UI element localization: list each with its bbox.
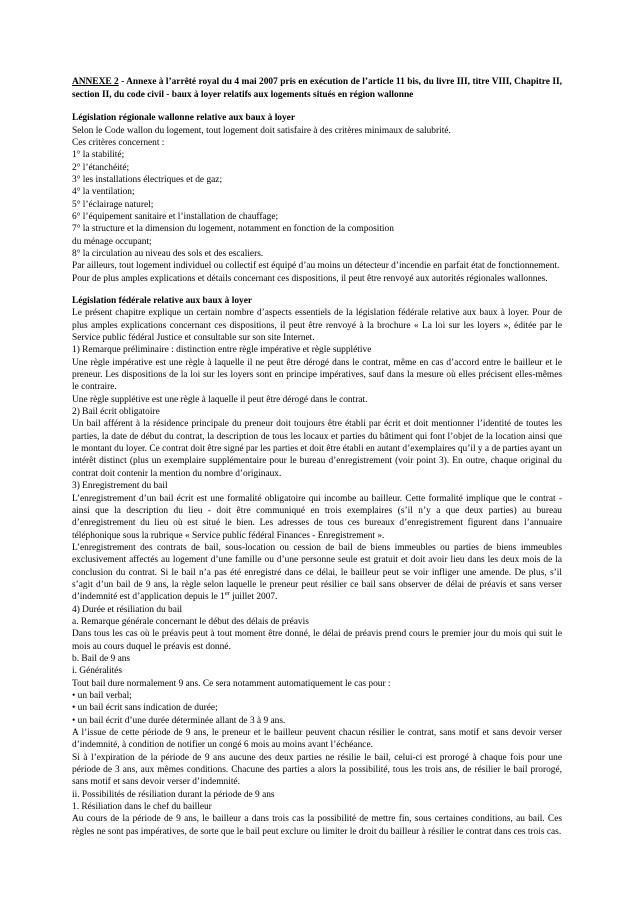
text-line: Selon le Code wallon du logement, tout logement doit satisfaire à des critères minimaux de salubrité. [72,125,451,136]
text-line: 3° les installations électriques et de gaz; [72,174,223,185]
text-line: 6° l’équipement sanitaire et l’installation de chauffage; [72,211,279,222]
paragraph-text: L’enregistrement des contrats de bail, sous-location ou cession de bail de biens immeubles ou parties de biens immeubles exclusivement affectés au logement d’une famille ou d’une personne seule est gratuit et doit avoir lieu dans les deux mois de la conclusion du contrat. Si le bail n’a pas été enregistré dans ce délai, le bailleur peut se voir infliger une amende. De plus, s’il s’agit d’un bail de 9 ans, la règle selon laquelle le preneur peut résilier ce bail sans observer de délai de préavis et sans verser d’indemnité est d’application depuis le 1 [72,542,562,603]
text-line: 1) Remarque préliminaire : distinction entre règle impérative et règle supplétive [72,345,372,356]
text-line: 1° la stabilité; [72,150,125,161]
text-line: 4) Durée et résiliation du bail [72,604,183,615]
text-line: 3) Enregistrement du bail [72,481,168,492]
text-line: 4° la ventilation; [72,187,135,198]
text-line: du ménage occupant; [72,236,152,247]
text-line: Ces critères concernent : [72,137,165,148]
document-title [72,76,562,101]
document-sections [72,112,562,838]
paragraph: Si à l’expiration de la période de 9 ans aucune des deux parties ne résilie le bail, celui-ci est prorogé à chaque fois pour une période de 3 ans, aux mêmes conditions. Chacune des parties a alors la possibilité, tous les trois ans, de résilier le bail prorogé, sans motif et sans devoir verser d’indemnité. [72,752,562,788]
bullet-item: • un bail écrit d’une durée déterminée allant de 3 à 9 ans. [72,715,286,726]
text-line: 5° l’éclairage naturel; [72,199,154,210]
text-line: 7° la structure et la dimension du logement, notamment en fonction de la composition [72,224,394,235]
paragraph: L’enregistrement d’un bail écrit est une formalité obligatoire qui incombe au bailleur. Cette formalité implique que le contrat - ainsi que la description du lieu - doit être communiqué en trois exemplaires (s’il n’y a que deux parties) au bureau d’enregistrement du lieu où est situé le bien. Les adresses de tous ces bureaux d’enregistrement figurent dans l’annuaire téléphonique sous la rubrique « Service public fédéral Finances - Enregistrement ». [72,493,562,541]
text-line: 2) Bail écrit obligatoire [72,407,160,418]
document-title-prefix: ANNEXE 2 [72,77,119,87]
document-title-rest: - Annexe à l’arrêté royal du 4 mai 2007 pris en exécution de l’article 11 bis, du livre III, titre VIII, Chapitre II, section II, du code civil - baux à loyer relatifs aux logements situés en région wallonne [72,77,563,100]
text-line: Une règle supplétive est une règle à laquelle il peut être dérogé dans le contrat. [72,394,368,405]
text-line: Tout bail dure normalement 9 ans. Ce sera notamment automatiquement le cas pour : [72,678,391,689]
paragraph: Le présent chapitre explique un certain nombre d’aspects essentiels de la législation fédérale relative aux baux à loyer. Pour de plus amples explications concernant ces dispositions, il peut être renvoyé à la brochure « La loi sur les loyers », éditée par le Service public fédéral Justice et consultable sur son site Internet. [72,308,562,344]
paragraph-text-tail: juillet 2007. [229,592,278,603]
paragraph: Par ailleurs, tout logement individuel ou collectif est équipé d’au moins un détecteur d’incendie en parfait état de fonctionnement. [72,261,560,272]
text-line: ii. Possibilités de résiliation durant la période de 9 ans [72,789,275,800]
paragraph: A l’issue de cette période de 9 ans, le preneur et le bailleur peuvent chacun résilier le contrat, sans motif et sans devoir verser d’indemnité, à condition de notifier un congé 6 mois au moins avant l’échéance. [72,728,562,751]
section-spacer [72,285,562,295]
text-line: 2° l’étanchéité; [72,162,130,173]
section-heading: Législation régionale wallonne relative aux baux à loyer [72,113,295,124]
paragraph: Une règle impérative est une règle à laquelle il ne peut être dérogé dans le contrat, même en cas d’accord entre le bailleur et le preneur. Les dispositions de la loi sur les loyers sont en principe impératives, sauf dans la mesure où elles précisent elles-mêmes le contraire. [72,357,562,393]
paragraph: Pour de plus amples explications et détails concernant ces dispositions, il peut être renvoyé aux autorités régionales wallonnes. [72,273,548,284]
paragraph: Un bail afférent à la résidence principale du preneur doit toujours être établi par écrit et doit mentionner l’identité de toutes les parties, la date de début du contrat, la description de tous les locaux et parties du bâtiment qui font l’objet de la location ainsi que le montant du loyer. Ce contrat doit être signé par les parties et doit être établi en autant d’exemplaires qu’il y a de parties ayant un intérêt distinct (plus un exemplaire supplémentaire pour le bureau d’enregistrement (voir point 3). En outre, chaque original du contrat doit contenir la mention du nombre d’originaux. [72,419,562,479]
document-body [72,76,562,838]
text-line: b. Bail de 9 ans [72,653,131,664]
text-line: 1. Résiliation dans le chef du bailleur [72,802,212,813]
bullet-item: • un bail écrit sans indication de durée; [72,703,218,714]
text-line: a. Remarque générale concernant le début des délais de préavis [72,616,309,627]
bullet-item: • un bail verbal; [72,691,132,701]
section-heading: Législation fédérale relative aux baux à loyer [72,296,253,306]
text-line: 8° la circulation au niveau des sols et des escaliers. [72,248,264,259]
ordinal-superscript: er [224,590,230,598]
paragraph: Dans tous les cas où le préavis peut à tout moment être donné, le délai de préavis prend cours le premier jour du mois qui suit le mois au cours duquel le préavis est donné. [72,629,562,652]
paragraph: Au cours de la période de 9 ans, le bailleur a dans trois cas la possibilité de mettre fin, sous certaines conditions, au bail. Ces règles ne sont pas impératives, de sorte que le bail peut exclure ou limiter le droit du bailleur à résilier le contrat dans ces trois cas. [72,814,562,837]
paragraph [72,542,562,604]
text-line: i. Généralités [72,666,122,677]
